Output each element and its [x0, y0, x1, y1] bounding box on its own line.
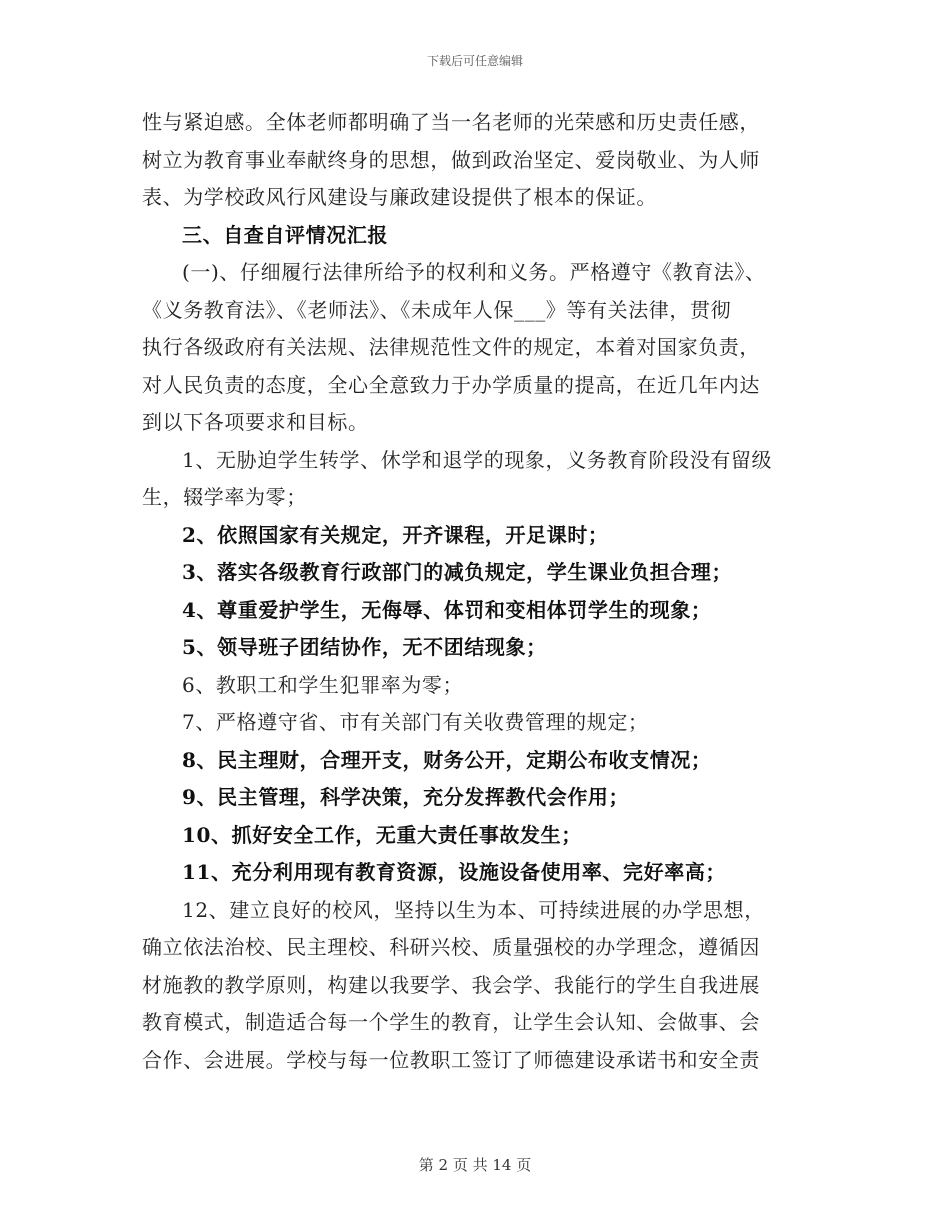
- paragraph-line: 到以下各项要求和目标。: [142, 410, 369, 434]
- paragraph-line: 《义务教育法》、《老师法》、《未成年人保___》等有关法律，贯彻: [142, 297, 732, 322]
- list-item: 3、落实各级教育行政部门的减负规定，学生课业负担合理；: [182, 560, 733, 584]
- paragraph-line: 树立为教育事业奉献终身的思想，做到政治坚定、爱岗敬业、为人师: [142, 147, 760, 172]
- list-item: 8、民主理财，合理开支，财务公开，定期公布收支情况；: [182, 747, 712, 772]
- paragraph-line: 确立依法治校、民主理校、科研兴校、质量强校的办学理念，遵循因: [142, 935, 760, 959]
- header-note: 下载后可任意编辑: [426, 54, 523, 68]
- paragraph-line: 执行各级政府有关法规、法律规范性文件的规定，本着对国家负责，: [142, 335, 760, 359]
- list-item-continuation: 生，辍学率为零；: [142, 485, 307, 509]
- list-item: 2、依照国家有关规定，开齐课程，开足课时；: [182, 522, 609, 547]
- list-item: 7、严格遵守省、市有关部门有关收费管理的规定；: [182, 710, 649, 734]
- list-item: 9、民主管理，科学决策，充分发挥教代会作用；: [182, 785, 630, 809]
- paragraph-line: 对人民负责的态度，全心全意致力于办学质量的提高，在近几年内达: [142, 372, 760, 397]
- document-body: [142, 104, 812, 1079]
- paragraph-line: 材施教的教学原则，构建以我要学、我会学、我能行的学生自我进展: [142, 972, 760, 997]
- list-item: 10、抓好安全工作，无重大责任事故发生；: [182, 822, 582, 847]
- paragraph-line: 合作、会进展。学校与每一位教职工签订了师德建设承诺书和安全责: [142, 1047, 760, 1072]
- list-item: 1、无胁迫学生转学、休学和退学的现象，义务教育阶段没有留级: [182, 447, 773, 472]
- paragraph-line: (一)、仔细履行法律所给予的权利和义务。严格遵守《教育法》、: [182, 260, 766, 284]
- list-item: 4、尊重爱护学生，无侮辱、体罚和变相体罚学生的现象；: [182, 597, 712, 622]
- list-item: 12、建立良好的校风，坚持以生为本、可持续进展的办学思想，: [182, 897, 765, 922]
- paragraph-line: 性与紧迫感。全体老师都明确了当一名老师的光荣感和历史责任感，: [142, 110, 760, 134]
- page-number: 第 2 页 共 14 页: [418, 1156, 532, 1174]
- list-item: 6、教职工和学生犯罪率为零；: [182, 672, 464, 697]
- paragraph-line: 教育模式，制造适合每一个学生的教育，让学生会认知、会做事、会: [142, 1010, 760, 1034]
- section-heading: 三、自查自评情况汇报: [182, 222, 388, 247]
- list-item: 5、领导班子团结协作，无不团结现象；: [182, 635, 547, 659]
- list-item: 11、充分利用现有教育资源，设施设备使用率、完好率高；: [182, 860, 727, 884]
- paragraph-line: 表、为学校政风行风建设与廉政建设提供了根本的保证。: [142, 185, 657, 209]
